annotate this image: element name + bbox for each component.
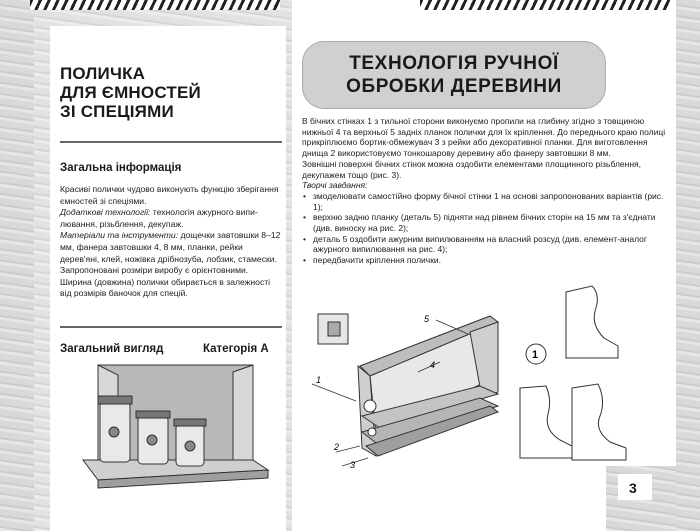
tasks-list [302, 191, 672, 266]
top-right-stripes [420, 0, 670, 10]
general-info-text [60, 184, 282, 300]
divider [60, 141, 282, 143]
right-wood-border [676, 0, 700, 531]
materials-text: дощечки завтовшки 8–12 мм, фанера завтовшки 4, 8 мм, планки, рейки дерев'яні, клей, ножівка дрібнозуба, лобзик, стамески. [60, 230, 281, 264]
title-line: ЗІ СПЕЦІЯМИ [60, 102, 174, 121]
sizes-paragraph: Запропоновані розміри виробу є орієнтовними. Ширина (довжина) полички обирається в залежності від розмірів баночок для спецій. [60, 265, 271, 299]
banner-line: ОБРОБКИ ДЕРЕВИНИ [346, 76, 562, 97]
list-item: • деталь 5 оздобити ажурним випилюванням на власний розсуд (див. елемент-аналог ажурного випилювання на рис. 4); [302, 234, 672, 255]
assembly-paragraph: В бічних стінках 1 з тильної сторони виконуємо пропили на глибину згідно з товщиною нижньої 4 та верхньої 5 задніх планок полички для їх кріплення. До переднього краю полиці прикріплюємо бортик-обмежувач 3 з рейки або декоративної планки. Для виготовлення днища 2 використовуємо тонкошарову деревину або фанеру завтовшки 8 мм. [302, 116, 666, 159]
side-panel-variants [514, 280, 674, 480]
category-heading: Категорія А [203, 343, 269, 355]
intro-paragraph: Красиві полички чудово виконують функцію зберігання ємностей зі спеціями. [60, 184, 279, 206]
page-number: 3 [629, 480, 637, 496]
figure-number: 1 [532, 349, 539, 361]
assembly-drawing [300, 306, 512, 478]
decoration-paragraph: Зовнішні поверхні бічних стінок можна оздобити елементами площинного різьблення, декупажем тощо (рис. 3). [302, 158, 641, 180]
list-item: • змоделювати самостійно форму бічної стінки 1 на основі запропонованих варіантів (рис. 1); [302, 191, 672, 212]
title-line: ПОЛИЧКА [60, 64, 146, 83]
list-item: • верхню задню планку (деталь 5) підняти над рівнем бічних сторін на 15 мм та з'єднати (див. виноску на рис. 2); [302, 212, 672, 233]
part-label-4: 4 [430, 360, 436, 370]
left-wood-border [0, 0, 34, 531]
shelf-general-view-illustration [78, 360, 278, 490]
materials-label: Матеріали та інструменти: [60, 230, 179, 241]
part-label-3: 3 [350, 460, 356, 470]
part-label-1: 1 [316, 375, 322, 385]
additional-tech-label: Додаткові технології: [60, 207, 151, 218]
title-line: ДЛЯ ЄМНОСТЕЙ [60, 83, 201, 102]
divider [60, 326, 282, 328]
technology-text [302, 116, 672, 266]
tasks-label: Творчі завдання: [302, 180, 368, 191]
part-label-2: 2 [334, 442, 340, 452]
general-info-heading: Загальна інформація [60, 162, 182, 174]
list-item: • передбачити кріплення полички. [302, 255, 672, 266]
section-banner [302, 41, 606, 109]
additional-tech-paragraph [60, 207, 282, 230]
part-label-5: 5 [424, 314, 430, 324]
left-page-title [60, 64, 201, 121]
banner-line: ТЕХНОЛОГІЯ РУЧНОЇ [349, 53, 559, 74]
materials-paragraph [60, 230, 282, 265]
top-left-stripes [30, 0, 280, 10]
general-view-heading: Загальний вигляд [60, 343, 164, 355]
additional-tech-text: технологія ажурного випилювання, різьблення, декупаж. [60, 207, 258, 229]
